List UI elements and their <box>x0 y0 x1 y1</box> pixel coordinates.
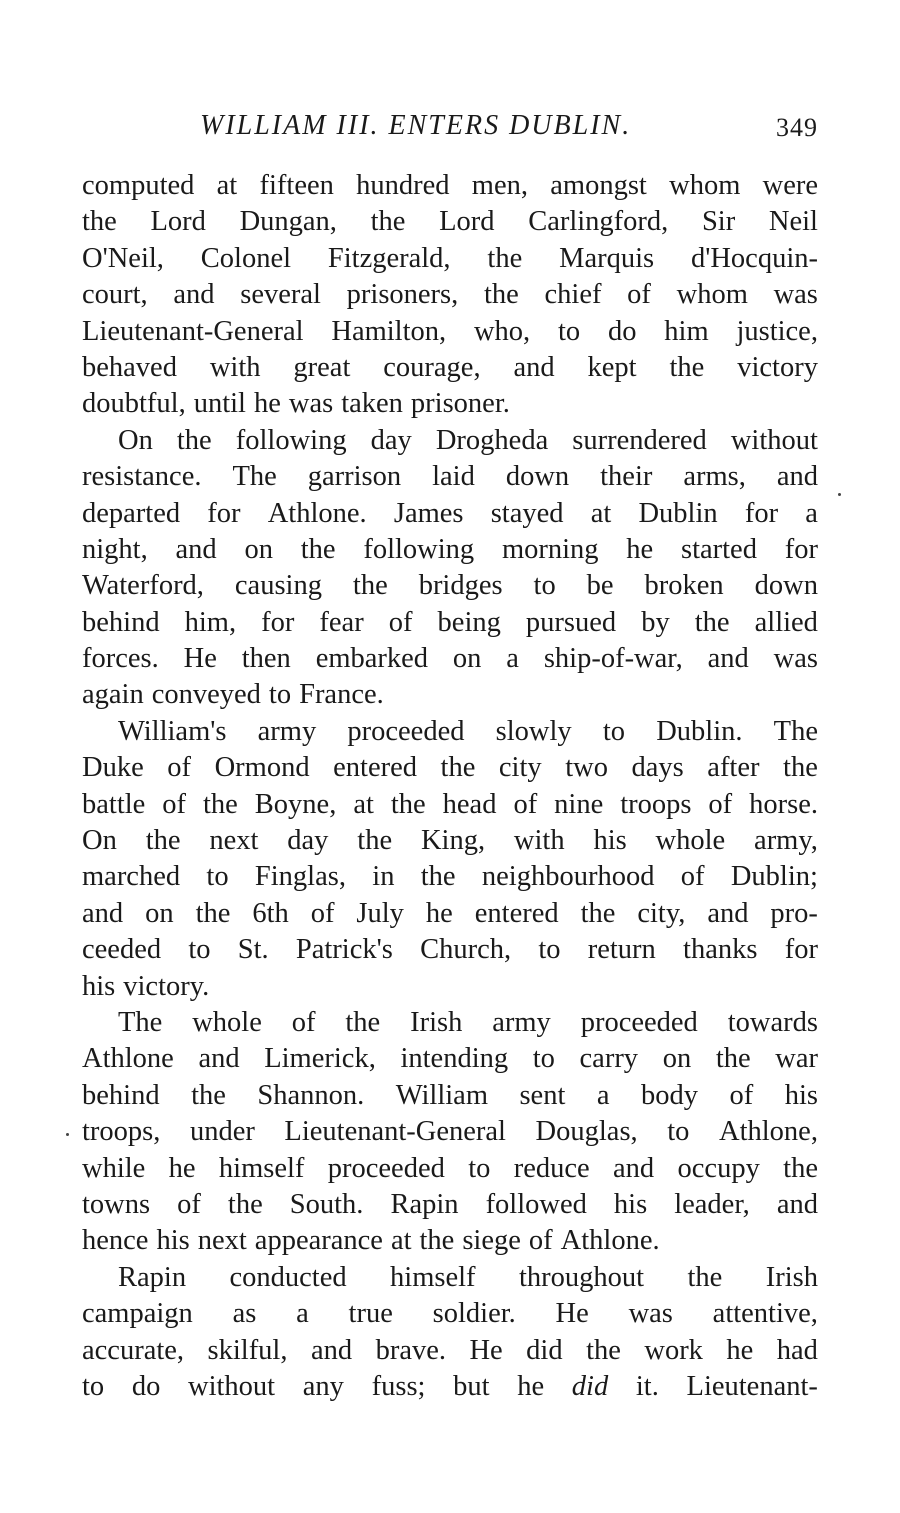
text-line: doubtful, until he was taken prisoner. <box>82 388 510 420</box>
text-line: Rapin conducted himself throughout the Irish <box>118 1261 818 1293</box>
text-line: marched to Finglas, in the neighbourhood of Dublin; <box>82 861 818 893</box>
text-line: On the next day the King, with his whole army, <box>82 825 818 857</box>
text-line: behaved with great courage, and kept the victory <box>82 351 818 383</box>
text-line: O'Neil, Colonel Fitzgerald, the Marquis d'Hocquin- <box>82 242 818 274</box>
text-line: court, and several prisoners, the chief of whom was <box>82 279 818 311</box>
text-line: The whole of the Irish army proceeded towards <box>118 1006 818 1038</box>
text-line: again conveyed to France. <box>82 679 384 711</box>
text-line: behind him, for fear of being pursued by the allied <box>82 606 818 638</box>
text-line: Athlone and Limerick, intending to carry on the war <box>82 1043 818 1075</box>
text-line: forces. He then embarked on a ship-of-war, and was <box>82 643 818 675</box>
body-text <box>82 168 818 1405</box>
text-line: the Lord Dungan, the Lord Carlingford, Sir Neil <box>82 206 818 238</box>
text-line: battle of the Boyne, at the head of nine troops of horse. <box>82 788 818 820</box>
text-line: departed for Athlone. James stayed at Dublin for a <box>82 497 818 529</box>
running-head-title: WILLIAM III. ENTERS DUBLIN. <box>200 110 632 141</box>
text-line: On the following day Drogheda surrendered without <box>118 424 818 456</box>
text-line: night, and on the following morning he started for <box>82 533 818 565</box>
text-line: campaign as a true soldier. He was attentive, <box>82 1298 818 1330</box>
text-line: towns of the South. Rapin followed his leader, and <box>82 1188 818 1220</box>
text-line: resistance. The garrison laid down their arms, and <box>82 461 818 493</box>
text-line: behind the Shannon. William sent a body of his <box>82 1079 818 1111</box>
print-speck <box>838 493 841 496</box>
running-head <box>82 104 818 148</box>
text-line: to do without any fuss; but he did it. Lieutenant- <box>82 1370 818 1402</box>
text-line: ceeded to St. Patrick's Church, to return thanks for <box>82 934 818 966</box>
text-line: while he himself proceeded to reduce and occupy the <box>82 1152 818 1184</box>
text-line: hence his next appearance at the siege of Athlone. <box>82 1225 660 1257</box>
text-line: Lieutenant-General Hamilton, who, to do him justice, <box>82 315 818 347</box>
page-number: 349 <box>776 113 818 142</box>
text-line: computed at fifteen hundred men, amongst whom were <box>82 170 818 201</box>
text-line: Duke of Ormond entered the city two days after the <box>82 752 818 784</box>
text-line: his victory. <box>82 970 210 1002</box>
print-speck <box>66 1133 69 1136</box>
text-line: William's army proceeded slowly to Dublin. The <box>118 715 818 747</box>
text-line: accurate, skilful, and brave. He did the work he had <box>82 1334 818 1366</box>
text-line: Waterford, causing the bridges to be broken down <box>82 570 818 602</box>
text-line: troops, under Lieutenant-General Douglas, to Athlone, <box>82 1116 818 1148</box>
text-line: and on the 6th of July he entered the city, and pro- <box>82 897 818 929</box>
